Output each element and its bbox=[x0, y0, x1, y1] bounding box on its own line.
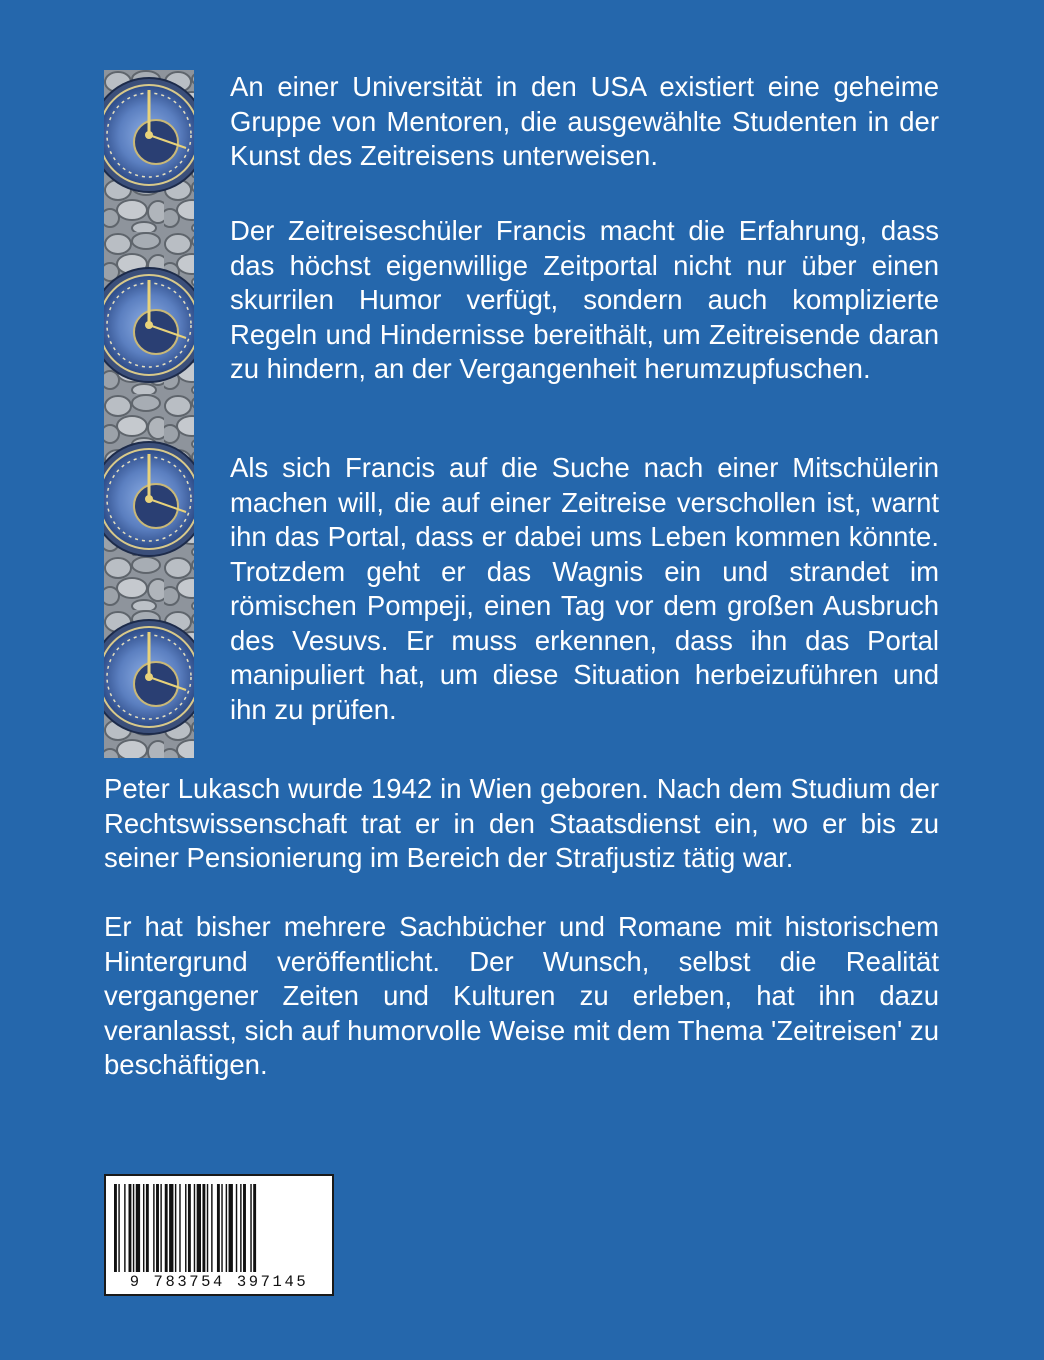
barcode-bar bbox=[118, 1184, 119, 1272]
barcode-bar bbox=[253, 1184, 256, 1272]
synopsis-paragraph-2: Der Zeitreiseschüler Francis macht die Erfahrung, dass das höchst eigenwillige Zeitportal nicht nur über einen skurrilen Humor verfügt, sondern auch komplizierte Regeln und Hindernisse bereithält, um Zeitreisende daran zu hindern, an der Vergangenheit herumzupfuschen. bbox=[230, 215, 939, 384]
astronomical-clock-icon bbox=[104, 266, 194, 384]
barcode-bar bbox=[229, 1184, 233, 1272]
barcode-bar bbox=[143, 1184, 144, 1272]
barcode-bar bbox=[114, 1184, 117, 1272]
barcode-bar bbox=[240, 1184, 241, 1272]
barcode-bar bbox=[221, 1184, 222, 1272]
barcode-bar bbox=[153, 1184, 154, 1272]
barcode-bar bbox=[133, 1184, 134, 1272]
barcode-bar bbox=[169, 1184, 173, 1272]
barcode-bar bbox=[250, 1184, 251, 1272]
barcode-bar bbox=[202, 1184, 205, 1272]
isbn-barcode bbox=[104, 1174, 334, 1296]
astronomical-clock-icon bbox=[104, 76, 194, 194]
clock-strip-image bbox=[104, 70, 194, 758]
isbn-number: 9 783754 397145 bbox=[129, 1273, 309, 1291]
barcode-bar bbox=[207, 1184, 208, 1272]
barcode-bars bbox=[112, 1184, 326, 1272]
barcode-bar bbox=[217, 1184, 220, 1272]
barcode-bar bbox=[156, 1184, 159, 1272]
author-bio-paragraph-1: Peter Lukasch wurde 1942 in Wien geboren. Nach dem Studium der Rechtswissenschaft trat er in den Staatsdienst ein, wo er bis zu seiner Pensionierung im Bereich der Strafjustiz tätig war. bbox=[104, 773, 939, 873]
barcode-bar bbox=[243, 1184, 246, 1272]
author-bio-paragraph-2: Er hat bisher mehrere Sachbücher und Romane mit historischem Hintergrund veröffentlicht. Der Wunsch, selbst die Realität vergangener Zeiten und Kulturen zu erleben, hat ihn dazu veranlasst, sich auf humorvolle Weise mit dem Thema 'Zeitreisen' zu beschäftigen. bbox=[104, 911, 939, 1080]
barcode-bar bbox=[146, 1184, 149, 1272]
barcode-bar bbox=[236, 1184, 237, 1272]
barcode-bar bbox=[188, 1184, 191, 1272]
barcode-bar bbox=[136, 1184, 140, 1272]
barcode-bar bbox=[226, 1184, 227, 1272]
barcode-bar bbox=[211, 1184, 212, 1272]
astronomical-clock-icon bbox=[104, 440, 194, 558]
barcode-bar bbox=[124, 1184, 125, 1272]
synopsis-paragraph-3: Als sich Francis auf die Suche nach einer Mitschülerin machen will, die auf einer Zeitreise verschollen ist, warnt ihn das Portal, dass er dabei ums Leben kommen könnte. Trotzdem geht er das Wagnis ein und strandet im römischen Pompeji, einen Tag vor dem großen Ausbruch des Vesuvs. Er muss erkennen, dass ihn das Portal manipuliert hat, um diese Situation herbeizuführen und ihn zu prüfen. bbox=[230, 452, 939, 725]
barcode-bar bbox=[165, 1184, 168, 1272]
astronomical-clock-icon bbox=[104, 618, 194, 736]
barcode-bar bbox=[179, 1184, 180, 1272]
barcode-bar bbox=[160, 1184, 161, 1272]
barcode-bar bbox=[194, 1184, 195, 1272]
barcode-bar bbox=[185, 1184, 186, 1272]
barcode-bar bbox=[129, 1184, 132, 1272]
synopsis-paragraph-1: An einer Universität in den USA existiert eine geheime Gruppe von Mentoren, die ausgewählte Studenten in der Kunst des Zeitreisens unterweisen. bbox=[230, 71, 939, 171]
barcode-bar bbox=[175, 1184, 176, 1272]
barcode-bar bbox=[197, 1184, 201, 1272]
